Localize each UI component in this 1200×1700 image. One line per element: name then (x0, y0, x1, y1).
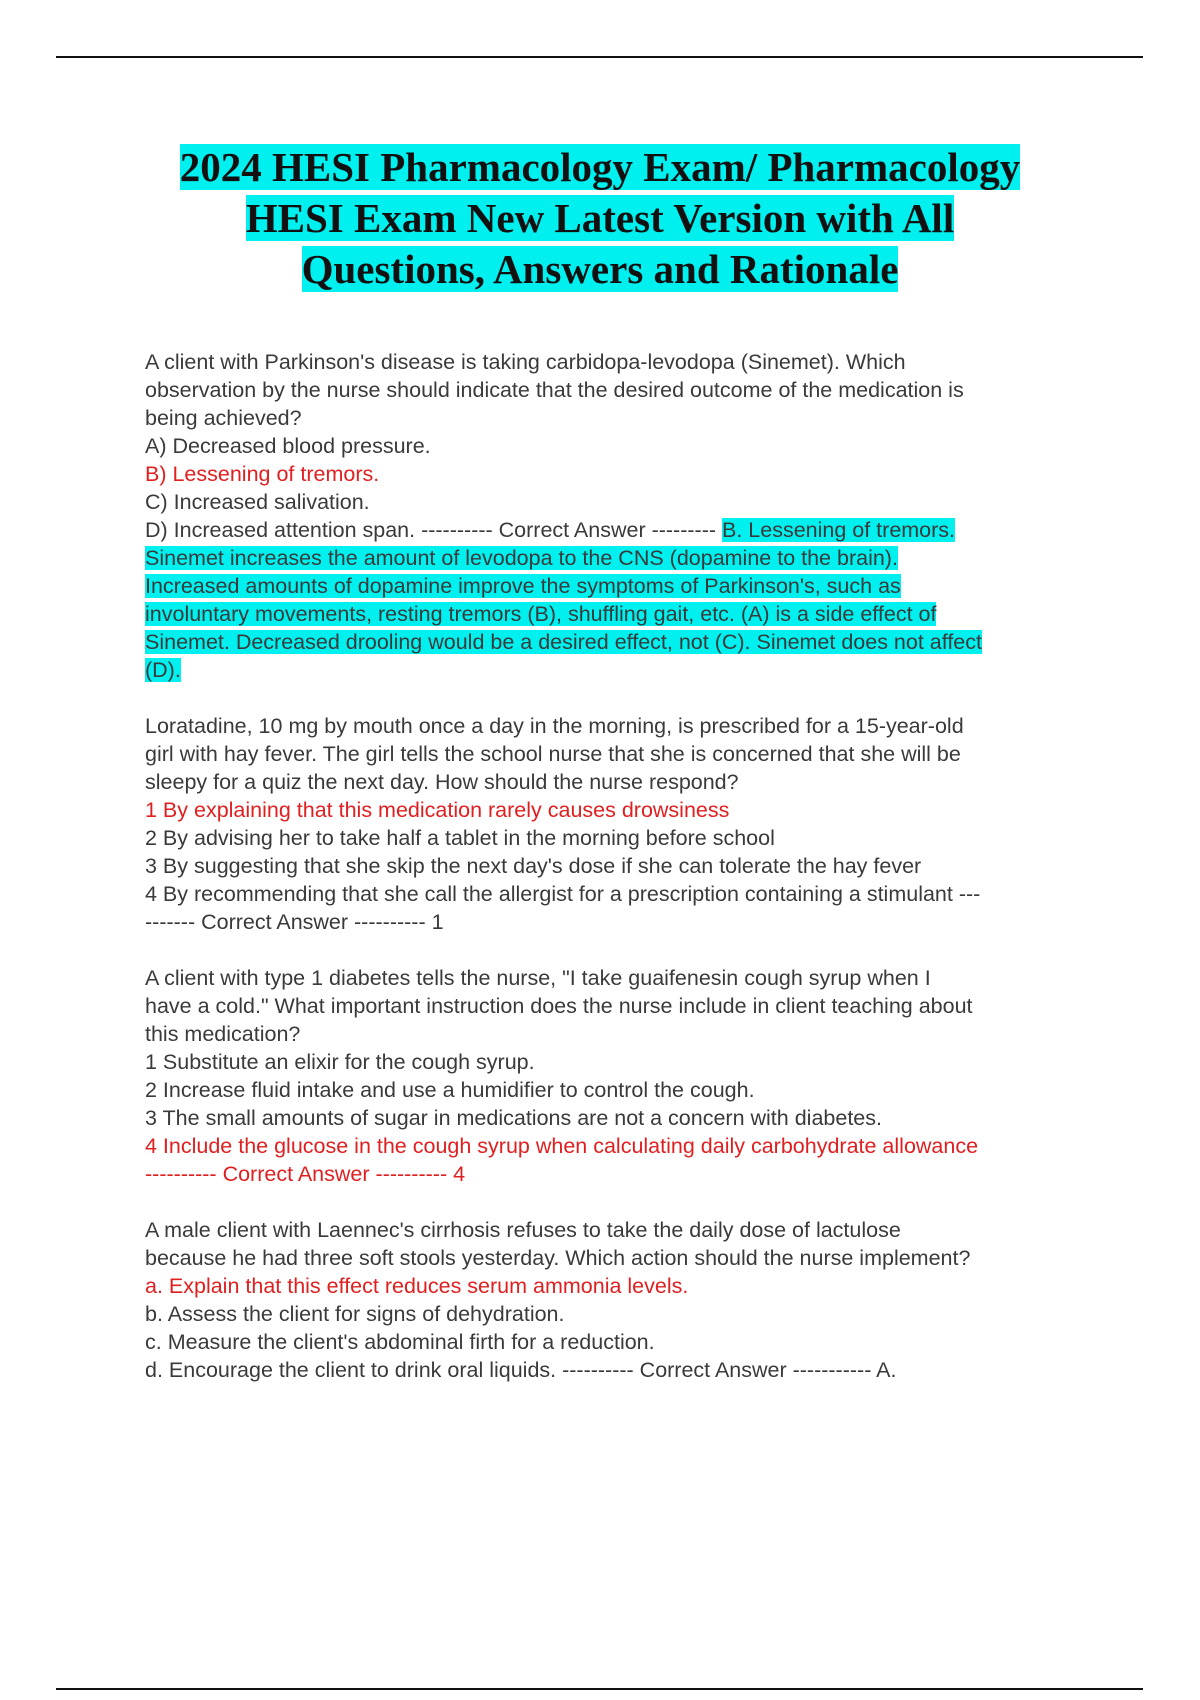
q1-option-d: D) Increased attention span. ---------- Correct Answer --------- (145, 518, 722, 542)
q2-option-2: 2 By advising her to take half a tablet in the morning before school (145, 826, 775, 850)
q1-answer-highlight: B. Lessening of tremors. (722, 518, 956, 542)
q3-option-3: 3 The small amounts of sugar in medications are not a concern with diabetes. (145, 1106, 882, 1130)
q1-rationale-text: Sinemet. Decreased drooling would be a desired effect, not (C). Sinemet does not affect (145, 630, 982, 654)
q1-stem-line: A client with Parkinson's disease is taking carbidopa-levodopa (Sinemet). Which (145, 350, 906, 374)
q4-stem-line: A male client with Laennec's cirrhosis refuses to take the daily dose of lactulose (145, 1218, 901, 1242)
q2-stem-line: sleepy for a quiz the next day. How should the nurse respond? (145, 770, 739, 794)
top-rule (56, 56, 1143, 58)
q4-option-b: b. Assess the client for signs of dehydration. (145, 1302, 565, 1326)
q1-rationale-line (145, 628, 1095, 656)
q1-rationale-text: Sinemet increases the amount of levodopa to the CNS (dopamine to the brain). (145, 546, 898, 570)
q1-option-b-correct: B) Lessening of tremors. (145, 462, 380, 486)
q3-option-2: 2 Increase fluid intake and use a humidifier to control the cough. (145, 1078, 755, 1102)
q1-option-d-answer-line (145, 516, 1095, 544)
q4-stem-line: because he had three soft stools yesterday. Which action should the nurse implement? (145, 1246, 971, 1270)
q1-option-a: A) Decreased blood pressure. (145, 434, 431, 458)
q3-option-1: 1 Substitute an elixir for the cough syrup. (145, 1050, 535, 1074)
q2-correct-answer: ------- Correct Answer ---------- 1 (145, 910, 444, 934)
question-1 (145, 348, 1095, 684)
q4-option-a-correct: a. Explain that this effect reduces serum ammonia levels. (145, 1274, 689, 1298)
q4-option-c: c. Measure the client's abdominal firth for a reduction. (145, 1330, 655, 1354)
q2-option-3: 3 By suggesting that she skip the next day's dose if she can tolerate the hay fever (145, 854, 922, 878)
q1-rationale-text: (D). (145, 658, 181, 682)
q1-stem-line: observation by the nurse should indicate that the desired outcome of the medication is (145, 378, 964, 402)
document-title (100, 142, 1100, 295)
q1-rationale-line (145, 544, 1095, 572)
q3-stem-line: this medication? (145, 1022, 301, 1046)
q1-option-c: C) Increased salivation. (145, 490, 370, 514)
q3-correct-answer: ---------- Correct Answer ---------- 4 (145, 1162, 466, 1186)
question-2 (145, 712, 1095, 936)
q2-stem-line: girl with hay fever. The girl tells the school nurse that she is concerned that she will be (145, 742, 961, 766)
question-4 (145, 1216, 1095, 1384)
q1-rationale-text: Increased amounts of dopamine improve the symptoms of Parkinson's, such as (145, 574, 901, 598)
title-line-2: HESI Exam New Latest Version with All (245, 195, 955, 241)
q1-stem-line: being achieved? (145, 406, 302, 430)
q2-option-1-correct: 1 By explaining that this medication rarely causes drowsiness (145, 798, 730, 822)
document-body (145, 348, 1095, 1412)
bottom-rule (56, 1688, 1143, 1690)
title-line-1: 2024 HESI Pharmacology Exam/ Pharmacology (179, 144, 1021, 190)
q1-rationale-line (145, 600, 1095, 628)
q4-option-d-answer: d. Encourage the client to drink oral liquids. ---------- Correct Answer ----------- A. (145, 1358, 897, 1382)
question-3 (145, 964, 1095, 1188)
q1-rationale-line (145, 656, 1095, 684)
q1-rationale-text: involuntary movements, resting tremors (B), shuffling gait, etc. (A) is a side effect of (145, 602, 937, 626)
q1-rationale-line (145, 572, 1095, 600)
q2-stem-line: Loratadine, 10 mg by mouth once a day in the morning, is prescribed for a 15-year-old (145, 714, 964, 738)
q3-option-4-correct: 4 Include the glucose in the cough syrup when calculating daily carbohydrate allowance (145, 1134, 979, 1158)
q3-stem-line: A client with type 1 diabetes tells the nurse, "I take guaifenesin cough syrup when I (145, 966, 931, 990)
q3-stem-line: have a cold." What important instruction does the nurse include in client teaching about (145, 994, 973, 1018)
q2-option-4: 4 By recommending that she call the allergist for a prescription containing a stimulant --- (145, 882, 981, 906)
title-line-3: Questions, Answers and Rationale (301, 246, 899, 292)
